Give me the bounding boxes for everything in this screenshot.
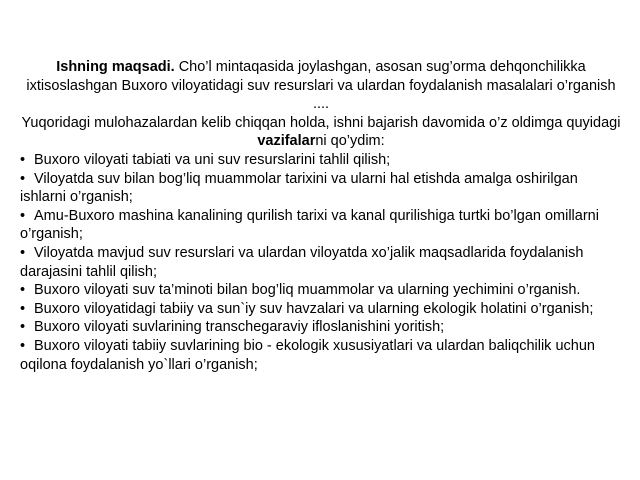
- bullet-icon: •: [20, 300, 26, 317]
- bullet-icon: •: [20, 170, 26, 187]
- tasks-intro-paragraph: [20, 114, 622, 151]
- task-item: [20, 170, 622, 207]
- tasks-intro-before: Yuqoridagi mulohazalardan kelib chiqqan holda, ishni bajarish davomida o’z oldimga quyidagi: [21, 114, 621, 131]
- task-text: Buxoro viloyati tabiiy suvlarining bio - ekologik xususiyatlari va ulardan baliqchilik uchun oqilona foydalanish yo`llari o’rganish;: [20, 337, 595, 373]
- bullet-icon: •: [20, 282, 26, 299]
- slide-content: [20, 58, 622, 374]
- task-item: [20, 151, 622, 170]
- task-list: [20, 151, 622, 374]
- task-item: [20, 300, 622, 319]
- task-text: Buxoro viloyatidagi tabiiy va sun`iy suv havzalari va ularning ekologik holatini o’rganish;: [34, 300, 594, 317]
- task-text: Buxoro viloyati suv ta’minoti bilan bog’liq muammolar va ularning yechimini o’rganish.: [34, 282, 581, 299]
- task-item: [20, 281, 622, 300]
- task-item: [20, 244, 622, 281]
- task-item: [20, 318, 622, 337]
- bullet-icon: •: [20, 151, 26, 168]
- task-text: Viloyatda suv bilan bog’liq muammolar tarixini va ularni hal etishda amalga oshirilgan ishlarni o’rganish;: [20, 170, 578, 206]
- goal-label: Ishning maqsadi.: [56, 59, 175, 75]
- bullet-icon: •: [20, 337, 26, 354]
- task-item: [20, 207, 622, 244]
- task-text: Viloyatda mavjud suv resurslari va ulardan viloyatda xo’jalik maqsadlarida foydalanish darajasini tahlil qilish;: [20, 244, 584, 280]
- bullet-icon: •: [20, 244, 26, 261]
- task-item: [20, 337, 622, 374]
- tasks-intro-bold: vazifalar: [257, 133, 316, 150]
- task-text: Amu-Buxoro mashina kanalining qurilish tarixi va kanal qurilishiga turtki bo’lgan omillarni o’rganish;: [20, 207, 599, 243]
- goal-text: Cho’l mintaqasida joylashgan, asosan sug’orma dehqonchilikka ixtisoslashgan Buxoro viloyatidagi suv resurslari va ulardan foydalanish masalalari o’rganish ....: [26, 59, 616, 113]
- tasks-intro-after: ni qo’ydim:: [315, 133, 385, 150]
- task-text: Buxoro viloyati tabiati va uni suv resurslarini tahlil qilish;: [34, 151, 391, 168]
- bullet-icon: •: [20, 319, 26, 336]
- bullet-icon: •: [20, 207, 26, 224]
- goal-paragraph: [20, 58, 622, 114]
- task-text: Buxoro viloyati suvlarining transchegaraviy ifloslanishini yoritish;: [34, 319, 445, 336]
